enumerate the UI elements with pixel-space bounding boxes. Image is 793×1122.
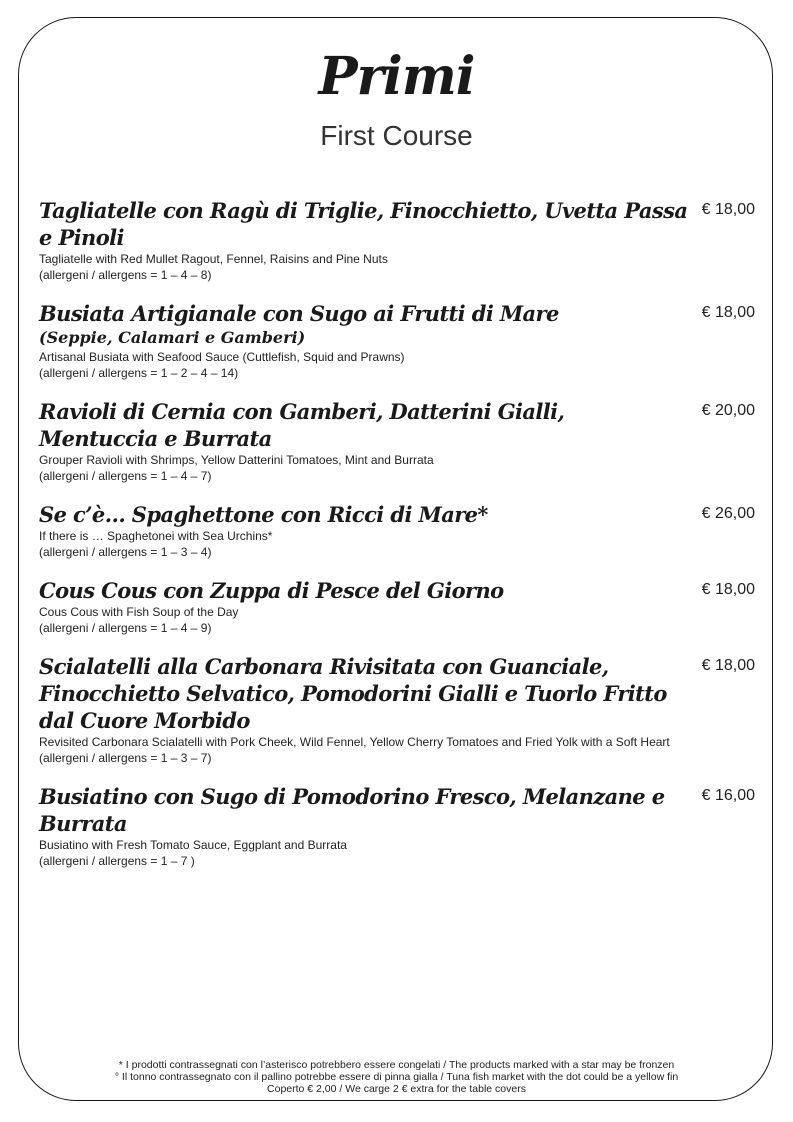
dish-description: Revisited Carbonara Scialatelli with Pork Cheek, Wild Fennel, Yellow Cherry Tomatoes and Fried Yolk with a Soft Heart	[39, 735, 670, 749]
dish-price: € 18,00	[701, 201, 755, 218]
dish-name: Tagliatelle con Ragù di Triglie, Finocchietto, Uvetta Passa e Pinoli	[39, 198, 688, 250]
dish-price: € 18,00	[701, 304, 755, 321]
dish-price: € 16,00	[701, 787, 755, 804]
menu-item	[39, 501, 759, 560]
dish-name-subtitle: (Seppie, Calamari e Gamberi)	[39, 328, 306, 347]
dish-allergens: (allergeni / allergens = 1 – 4 – 8)	[39, 268, 212, 282]
dish-description: Tagliatelle with Red Mullet Ragout, Fennel, Raisins and Pine Nuts	[39, 252, 388, 266]
menu-item	[39, 653, 759, 766]
menu-item	[39, 398, 759, 484]
dish-allergens: (allergeni / allergens = 1 – 7 )	[39, 854, 195, 868]
dish-description: Busiatino with Fresh Tomato Sauce, Eggplant and Burrata	[39, 838, 347, 852]
footer-frozen-note: * I prodotti contrassegnati con l’asterisco potrebbero essere congelati / The products marked with a star may be fronzen	[118, 1059, 675, 1071]
page-title: Primi	[318, 46, 475, 107]
dish-name: Ravioli di Cernia con Gamberi, Datterini Gialli, Mentuccia e Burrata	[39, 399, 565, 451]
dish-price: € 18,00	[701, 657, 755, 674]
footer-cover-charge: Coperto € 2,00 / We carge 2 € extra for the table covers	[267, 1083, 526, 1095]
dish-name: Cous Cous con Zuppa di Pesce del Giorno	[39, 578, 504, 603]
dish-description: If there is … Spaghetonei with Sea Urchins*	[39, 529, 273, 543]
dish-price: € 26,00	[701, 505, 755, 522]
footer-notes	[0, 1059, 793, 1095]
dish-description: Grouper Ravioli with Shrimps, Yellow Datterini Tomatoes, Mint and Burrata	[39, 453, 434, 467]
dish-allergens: (allergeni / allergens = 1 – 2 – 4 – 14)	[39, 366, 239, 380]
dish-allergens: (allergeni / allergens = 1 – 3 – 4)	[39, 545, 212, 559]
dish-name: Se c’è… Spaghettone con Ricci di Mare*	[39, 502, 488, 527]
dish-name: Scialatelli alla Carbonara Rivisitata con Guanciale, Finocchietto Selvatico, Pomodorini Gialli e Tuorlo Fritto dal Cuore Morbido	[39, 654, 667, 733]
menu-item	[39, 197, 759, 283]
dish-description: Cous Cous with Fish Soup of the Day	[39, 605, 239, 619]
menu-list	[39, 197, 759, 886]
dish-price: € 18,00	[701, 581, 755, 598]
menu-item	[39, 577, 759, 636]
dish-name: Busiata Artigianale con Sugo ai Frutti di Mare	[39, 301, 559, 326]
dish-allergens: (allergeni / allergens = 1 – 4 – 7)	[39, 469, 212, 483]
dish-price: € 20,00	[701, 402, 755, 419]
page-subtitle: First Course	[320, 120, 473, 151]
footer-tuna-note: ° Il tonno contrassegnato con il pallino potrebbe essere di pinna gialla / Tuna fish market with the dot could be a yellow fin	[114, 1071, 679, 1083]
dish-description: Artisanal Busiata with Seafood Sauce (Cuttlefish, Squid and Prawns)	[39, 350, 405, 364]
menu-item	[39, 300, 759, 381]
dish-name: Busiatino con Sugo di Pomodorino Fresco, Melanzane e Burrata	[39, 784, 665, 836]
dish-allergens: (allergeni / allergens = 1 – 3 – 7)	[39, 751, 212, 765]
menu-item	[39, 783, 759, 869]
dish-allergens: (allergeni / allergens = 1 – 4 – 9)	[39, 621, 212, 635]
